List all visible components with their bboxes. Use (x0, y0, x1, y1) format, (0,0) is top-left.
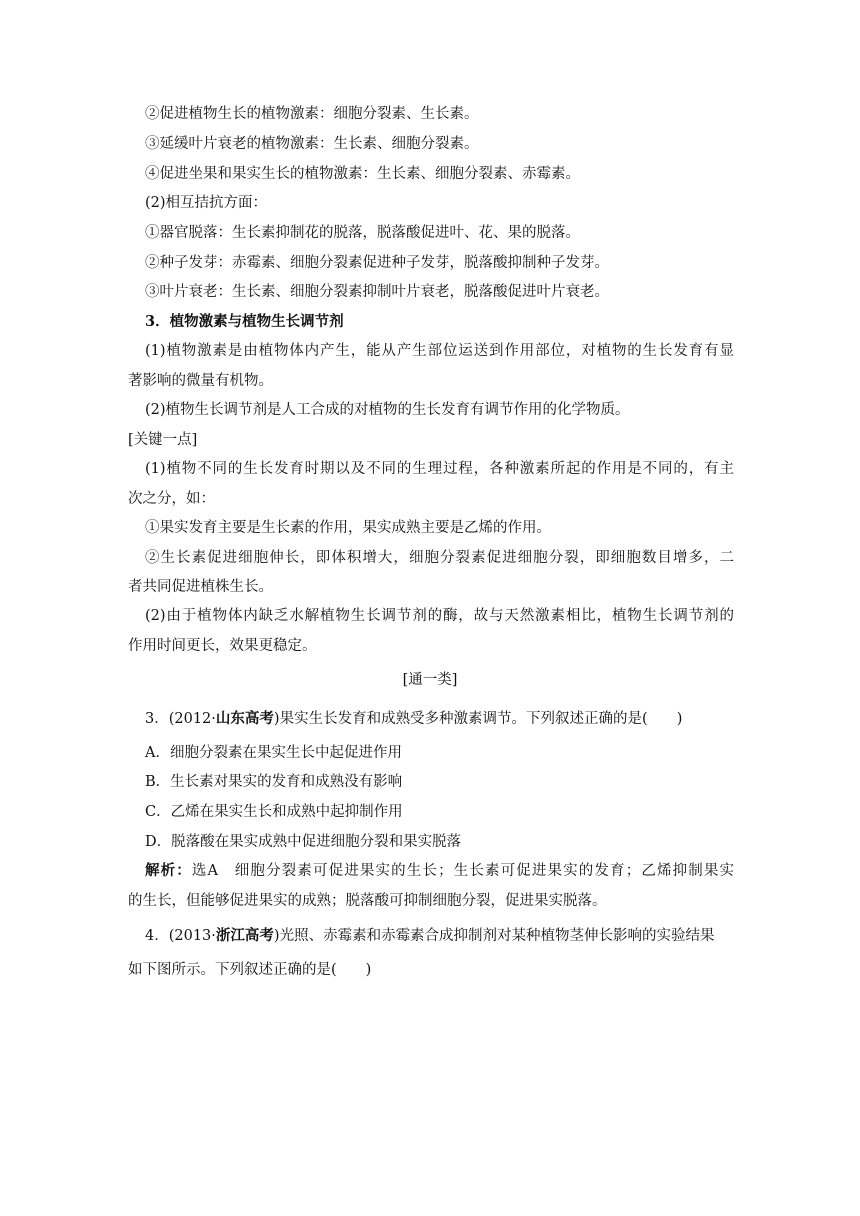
section-heading: 3．植物激素与植物生长调节剂 (145, 313, 344, 330)
answer-text: 选A 细胞分裂素可促进果实的生长；生长素可促进果实的发育；乙烯抑制果实 (191, 863, 735, 879)
text-line: (2)相互拮抗方面： (145, 195, 268, 211)
question-3 (145, 709, 682, 729)
text-line: ①果实发育主要是生长素的作用，果实成熟主要是乙烯的作用。 (145, 520, 551, 536)
text-line: 著影响的微量有机物。 (128, 373, 273, 389)
option-c: C．乙烯在果实生长和成熟中起抑制作用 (145, 804, 403, 820)
text-line: 的生长，但能够促进果实的成熟；脱落酸可抑制细胞分裂，促进果实脱落。 (128, 893, 607, 909)
question-text: )果实生长发育和成熟受多种激素调节。下列叙述正确的是( ) (273, 711, 683, 727)
text-line: ①器官脱落：生长素抑制花的脱落，脱落酸促进叶、花、果的脱落。 (145, 225, 580, 241)
text-line: ②种子发芽：赤霉素、细胞分裂素促进种子发芽，脱落酸抑制种子发芽。 (145, 255, 609, 271)
answer-label: 解析： (145, 862, 192, 879)
text-line: (1)植物不同的生长发育时期以及不同的生理过程，各种激素所起的作用是不同的，有主 (145, 461, 734, 477)
question-source: 山东高考 (215, 710, 274, 727)
option-a: A．细胞分裂素在果实生长中起促进作用 (145, 745, 402, 761)
question-source: 浙江高考 (215, 927, 274, 944)
question-4 (145, 926, 715, 946)
question-number: 3．(2012· (145, 711, 216, 727)
answer-line (145, 861, 734, 881)
question-number: 4．(2013· (145, 928, 216, 944)
text-line: (2)植物生长调节剂是人工合成的对植物的生长发育有调节作用的化学物质。 (145, 402, 630, 418)
text-line: ③延缓叶片衰老的植物激素：生长素、细胞分裂素。 (145, 136, 479, 152)
text-line: ③叶片衰老：生长素、细胞分裂素抑制叶片衰老，脱落酸促进叶片衰老。 (145, 284, 609, 300)
option-b: B．生长素对果实的发育和成熟没有影响 (145, 774, 403, 790)
text-line: ②促进植物生长的植物激素：细胞分裂素、生长素。 (145, 106, 479, 122)
text-line: ②生长素促进细胞伸长，即体积增大，细胞分裂素促进细胞分裂，即细胞数目增多，二 (145, 550, 734, 566)
text-line: 者共同促进植株生长。 (128, 579, 273, 595)
text-line: 次之分，如： (128, 491, 215, 507)
text-line: 如下图所示。下列叙述正确的是( ) (128, 962, 372, 978)
text-line: ④促进坐果和果实生长的植物激素：生长素、细胞分裂素、赤霉素。 (145, 166, 580, 182)
text-line: (2)由于植物体内缺乏水解植物生长调节剂的酶，故与天然激素相比，植物生长调节剂的 (145, 608, 734, 624)
text-line: (1)植物激素是由植物体内产生，能从产生部位运送到作用部位，对植物的生长发育有显 (145, 343, 734, 359)
question-text: )光照、赤霉素和赤霉素合成抑制剂对某种植物茎伸长影响的实验结果 (273, 928, 715, 944)
key-point-heading: [关键一点] (128, 432, 198, 448)
section-title: [通一类] (402, 672, 458, 688)
text-line: 作用时间更长，效果更稳定。 (128, 638, 317, 654)
option-d: D．脱落酸在果实成熟中促进细胞分裂和果实脱落 (145, 834, 462, 850)
